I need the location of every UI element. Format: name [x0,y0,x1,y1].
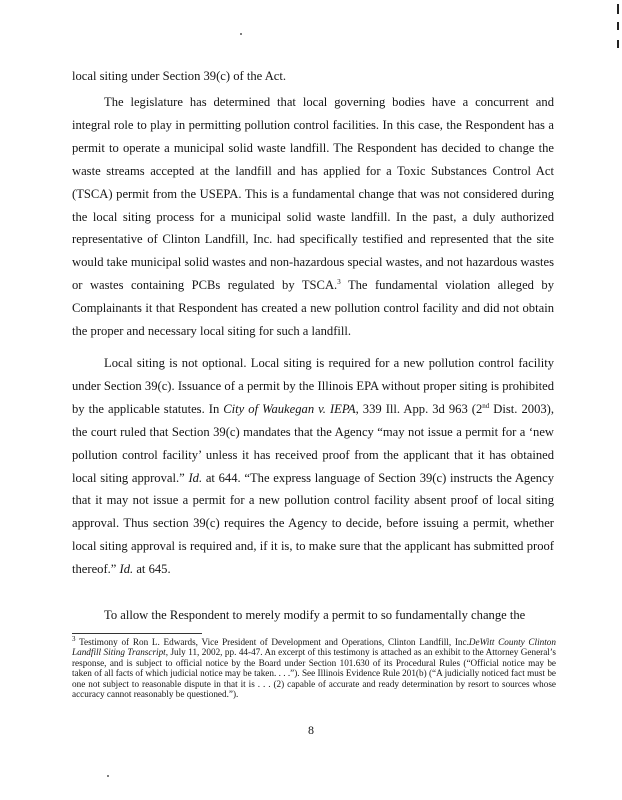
footnote-reference: 3 [337,278,341,287]
id-citation-2: Id. [119,562,134,577]
paragraph-4-text: To allow the Respondent to merely modify a permit to so fundamentally change the [104,608,526,622]
paragraph-3 [72,352,554,581]
scan-edge-mark [617,40,619,48]
paragraph-3-part-b: , 339 Ill. App. 3d 963 (2 [355,401,483,416]
footnote-divider [72,633,202,634]
scan-speck [107,775,109,777]
footnote-part-b: , July 11, 2002, pp. 44-47. An excerpt of this testimony is attached as an exhibit to the Attorney General’s response, and is subject to official notice by the Board under Section 101.630 of its Procedural Rules (“Official notice may be taken of all facts of which judicial notice may be taken. . . .”). See Illinois Evidence Rule 201(b) (“A judicially noticed fact must be one not subject to reasonable dispute in that it is . . . (2) capable of accurate and ready determination by resort to sources whose accuracy cannot reasonably be questioned.”). [72,647,556,700]
scan-speck [240,33,242,35]
paragraph-2-part-b: The fundamental violation alleged by Complainants it that Respondent has created a new pollution control facility and did not obtain the proper and necessary local siting for such a landfill. [72,278,555,339]
ordinal-superscript: nd [482,401,490,410]
paragraph-3-part-c: Dist. 2003), the court ruled that Section 39(c) mandates that the Agency “may not issue a permit for a ‘new pollution control facility’ unless it has received proof from the applicant that it has obtained local siting approval.” [72,401,555,485]
paragraph-3-part-d: at 644. “The express language of Section 39(c) instructs the Agency that it may not issue a permit for a new pollution control facility absent proof of local siting approval. Thus section 39(c) requires the Agency to decide, before issuing a permit, whether local siting approval is required and, if it is, to make sure that the applicant has submitted proof thereof.” [72,470,554,577]
paragraph-1 [72,65,554,88]
paragraph-3-text [72,352,554,581]
id-citation-1: Id. [188,470,203,485]
scan-edge-mark [617,22,619,30]
paragraph-2-part-a: The legislature has determined that local governing bodies have a concurrent and integral role to play in permitting pollution control facilities. In this case, the Respondent has a permit to operate a municipal solid waste landfill. The Respondent has decided to change the waste streams accepted at the landfill and has applied for a Toxic Substances Control Act (TSCA) permit from the USEPA. This is a fundamental change that was not considered during the local siting process for a municipal solid waste landfill. In the past, a duly authorized representative of Clinton Landfill, Inc. had specifically testified and represented that the site would take municipal solid wastes and non-hazardous special wastes, and not hazardous wastes or wastes containing PCBs regulated by TSCA. [72,95,554,293]
paragraph-2-text [72,91,554,343]
footnote [72,634,556,700]
paragraph-2 [72,91,554,343]
paragraph-3-part-a: Local siting is not optional. Local siting is required for a new pollution control facility under Section 39(c). Issuance of a permit by the Illinois EPA without proper siting is prohibited by the applicable statutes. In [72,356,554,416]
paragraph-1-text: local siting under Section 39(c) of the Act. [72,69,287,83]
paragraph-4 [72,604,554,627]
footnote-part-a: Testimony of Ron L. Edwards, Vice President of Development and Operations, Clinton Landfill, Inc. [75,637,469,647]
paragraph-3-part-e: at 645. [133,562,171,577]
scan-edge-mark [617,4,619,14]
page-number: 8 [308,723,314,737]
footnote-number: 3 [72,634,76,643]
footnote-source-title: DeWitt County Clinton Landfill Siting Transcript [72,637,556,658]
case-citation: City of Waukegan v. IEPA [223,401,356,416]
